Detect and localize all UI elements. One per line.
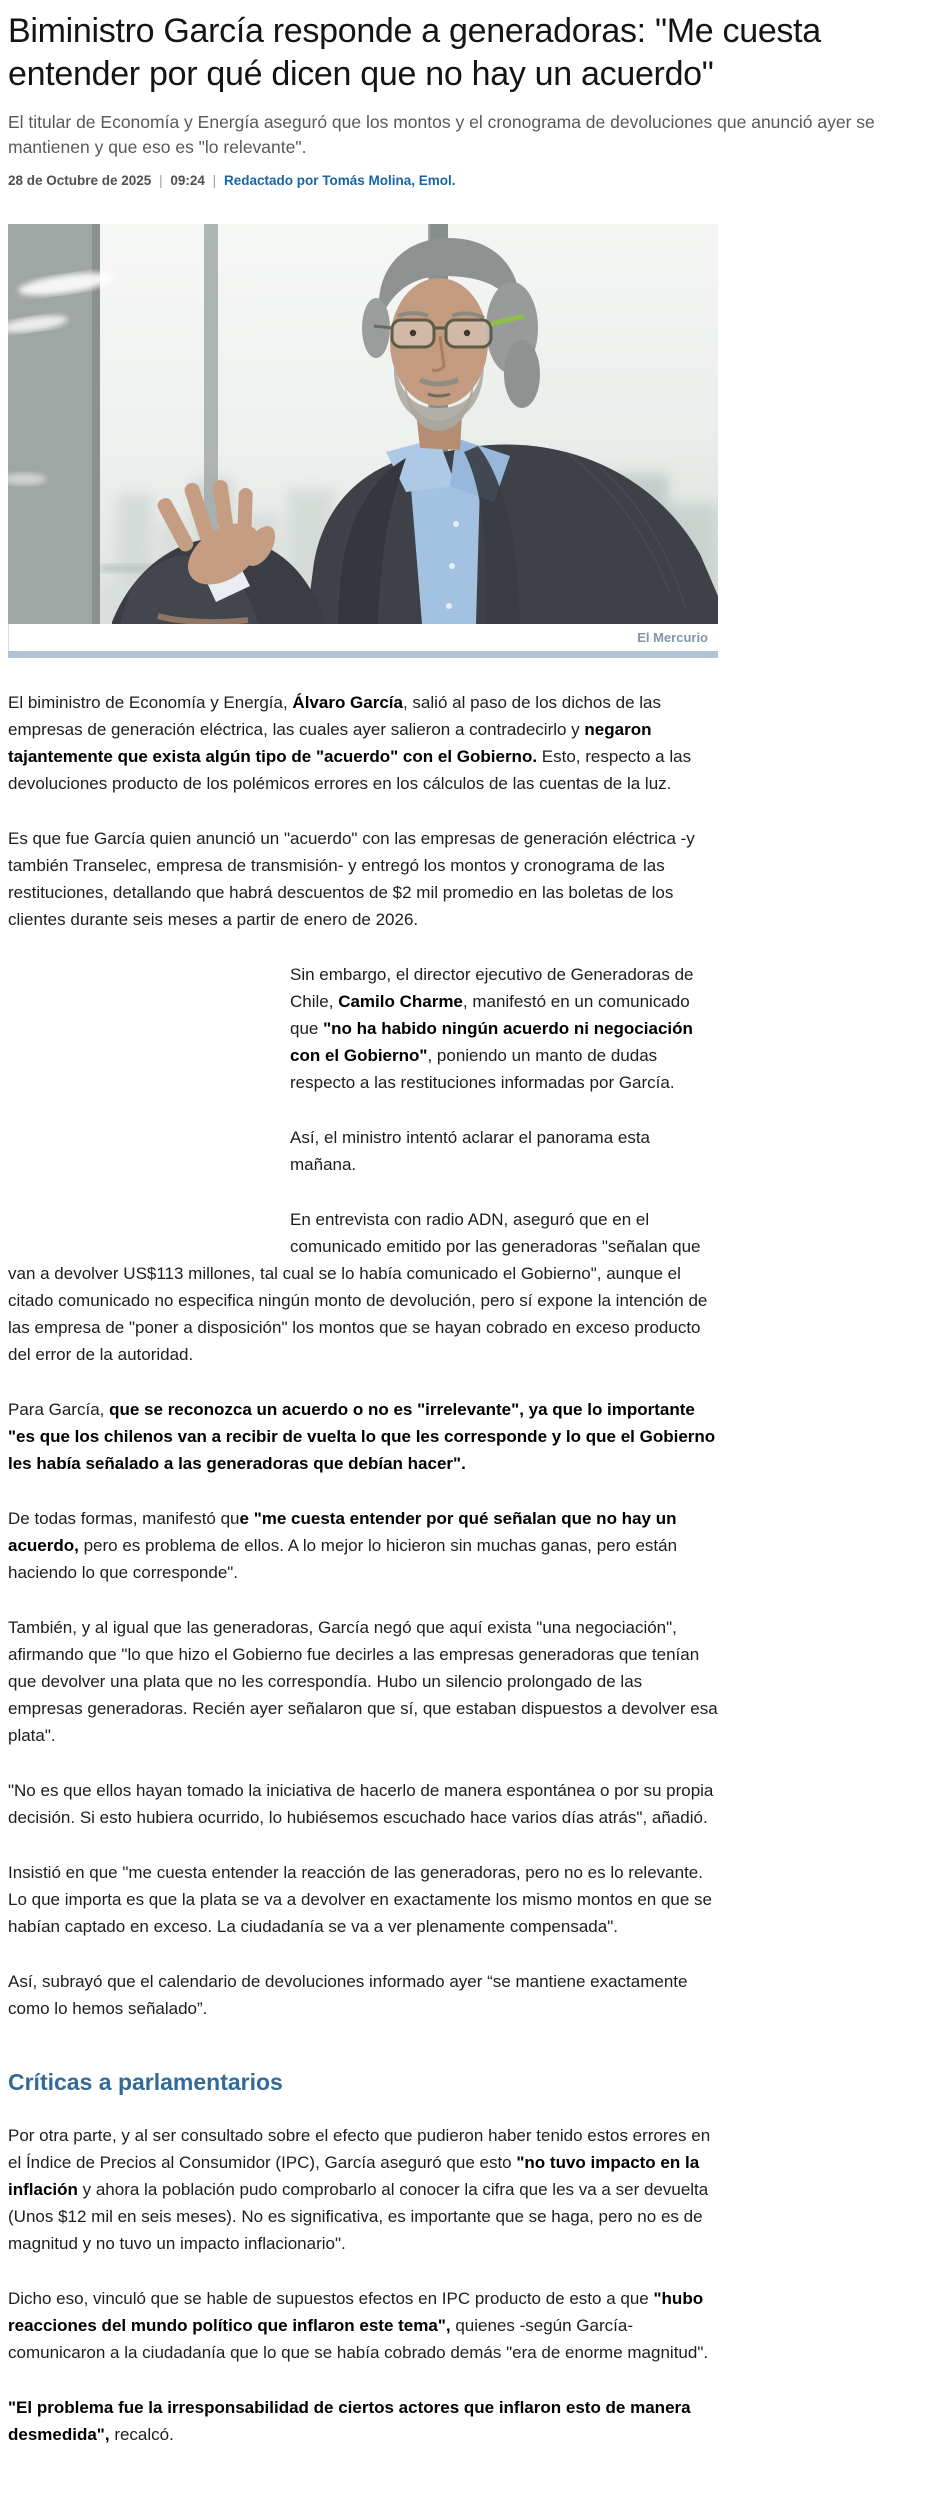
paragraph-bold-text: Camilo Charme	[338, 992, 463, 1011]
paragraph-text: Así, subrayó que el calendario de devoluciones informado ayer “se mantiene exactamente como lo hemos señalado”.	[8, 1972, 688, 2018]
section-heading: Críticas a parlamentarios	[8, 2069, 283, 2095]
dateline	[8, 173, 935, 188]
paragraph-text: Para García,	[8, 1400, 110, 1419]
article-paragraph	[8, 1777, 718, 1831]
paragraph-bold-text: negaron tajantemente que exista algún tipo de "acuerdo" con el Gobierno.	[8, 720, 652, 766]
paragraph-text: De todas formas, manifestó qu	[8, 1509, 240, 1528]
paragraph-bold-text: "hubo reacciones del mundo político que inflaron este tema",	[8, 2289, 704, 2335]
article-paragraph	[8, 1968, 718, 2022]
page-title: Biministro García responde a generadoras: "Me cuesta entender por qué dicen que no hay un acuerdo"	[8, 12, 821, 93]
article-paragraph	[8, 1614, 718, 1749]
article-photo	[8, 224, 718, 624]
paragraph-text: Insistió en que "me cuesta entender la reacción de las generadoras, pero no es lo relevante. Lo que importa es que la plata se va a devolver en exactamente los mismo montos en que se habían captado en exceso. La ciudadanía se va a ver plenamente compensada".	[8, 1863, 713, 1936]
article-date: 28 de Octubre de 2025	[8, 173, 152, 188]
article-paragraph	[8, 689, 718, 797]
paragraph-text: , salió al paso de los dichos de las empresas de generación eléctrica, las cuales ayer salieron a contradecirlo y	[8, 693, 661, 739]
paragraph-bold-text: "no tuvo impacto en la inflación	[8, 2153, 700, 2199]
paragraph-text: Sin embargo, el director ejecutivo de Generadoras de Chile,	[290, 965, 694, 1011]
photo-divider-bar	[8, 651, 718, 658]
article-paragraph	[8, 1396, 718, 1477]
ad-placeholder	[8, 961, 290, 1256]
paragraph-text: recalcó.	[109, 2425, 174, 2444]
paragraph-text: Es que fue García quien anunció un "acuerdo" con las empresas de generación eléctrica -y también Transelec, empresa de transmisión- y entregó los montos y cronograma de las restituciones, detallando que habrá descuentos de $2 mil promedio en las boletas de los clientes durante seis meses a partir de enero de 2026.	[8, 829, 695, 929]
article-paragraph	[8, 2122, 718, 2257]
paragraph-bold-text: "no ha habido ningún acuerdo ni negociación con el Gobierno"	[290, 1019, 693, 1065]
paragraph-text: El biministro de Economía y Energía,	[8, 693, 293, 712]
separator: |	[159, 173, 163, 188]
paragraph-bold-text: "El problema fue la irresponsabilidad de ciertos actores que inflaron esto de manera desmedida",	[8, 2398, 691, 2444]
paragraph-text: También, y al igual que las generadoras, García negó que aquí exista "una negociación", afirmando que "lo que hizo el Gobierno fue decirles a las empresas generadoras que tenían que devolver una plata que no les correspondía. Hubo un silencio prolongado de las empresas generadoras. Recién ayer señalaron que sí, que estaban dispuestos a devolver esa plata".	[8, 1618, 718, 1745]
article-paragraph	[8, 825, 718, 933]
article-paragraph	[8, 2285, 718, 2366]
paragraph-text: , poniendo un manto de dudas respecto a las restituciones informadas por García.	[290, 1046, 675, 1092]
paragraph-text: Esto, respecto a las devoluciones producto de los polémicos errores en los cálculos de las cuentas de la luz.	[8, 747, 692, 793]
pillar	[8, 224, 115, 624]
photo-credit: El Mercurio	[8, 624, 718, 651]
byline-link[interactable]: Redactado por Tomás Molina, Emol.	[223, 173, 456, 188]
article-photo-figure	[8, 224, 718, 658]
paragraph-bold-text: que se reconozca un acuerdo o no es "irrelevante", ya que lo importante "es que los chilenos van a recibir de vuelta lo que les corresponde y lo que el Gobierno les había señalado a las generadoras que debían hacer".	[8, 1400, 716, 1473]
article-paragraph	[8, 2394, 718, 2448]
paragraph-text: "No es que ellos hayan tomado la iniciativa de hacerlo de manera espontánea o por su propia decisión. Si esto hubiera ocurrido, lo hubiésemos escuchado hace varios días atrás", añadió.	[8, 1781, 714, 1827]
photo-illustration	[8, 224, 718, 624]
paragraph-text: Por otra parte, y al ser consultado sobre el efecto que pudieron haber tenido estos errores en el Índice de Precios al Consumidor (IPC), García aseguró que esto	[8, 2126, 711, 2172]
article-body	[8, 689, 718, 2448]
paragraph-text: , manifestó en un comunicado que	[290, 992, 690, 1038]
paragraph-text: y ahora la población pudo comprobarlo al conocer la cifra que les va a ser devuelta (Unos $12 mil en seis meses). No es significativa, es importante que se haga, pero no es de magnitud y no tuvo un impacto inflacionario".	[8, 2180, 709, 2253]
article-paragraph	[8, 1859, 718, 1940]
paragraph-text: quienes -según García- comunicaron a la ciudadanía que lo que se había cobrado demás "era de enorme magnitud".	[8, 2316, 709, 2362]
paragraph-text: pero es problema de ellos. A lo mejor lo hicieron sin muchas ganas, pero están haciendo lo que corresponde".	[8, 1536, 678, 1582]
paragraph-text: Así, el ministro intentó aclarar el panorama esta mañana.	[290, 1128, 651, 1174]
paragraph-bold-text: e "me cuesta entender por qué señalan que no hay un acuerdo,	[8, 1509, 677, 1555]
article-paragraph	[8, 1505, 718, 1586]
paragraph-text: Dicho eso, vinculó que se hable de supuestos efectos en IPC producto de esto a que	[8, 2289, 654, 2308]
article-subtitle: El titular de Economía y Energía aseguró que los montos y el cronograma de devoluciones que anunció ayer se mantienen y que eso es "lo relevante".	[8, 112, 875, 157]
paragraph-bold-text: Álvaro García	[292, 693, 403, 712]
paragraph-text: En entrevista con radio ADN, aseguró que en el comunicado emitido por las generadoras "señalan que van a devolver US$113 millones, tal cual se lo había comunicado el Gobierno", aunque el citado comunicado no especifica ningún monto de devolución, pero sí expone la intención de las empresa de "poner a disposición" los montos que se hayan cobrado en exceso producto del error de la autoridad.	[8, 1210, 708, 1364]
article-time: 09:24	[170, 173, 205, 188]
separator: |	[212, 173, 217, 188]
